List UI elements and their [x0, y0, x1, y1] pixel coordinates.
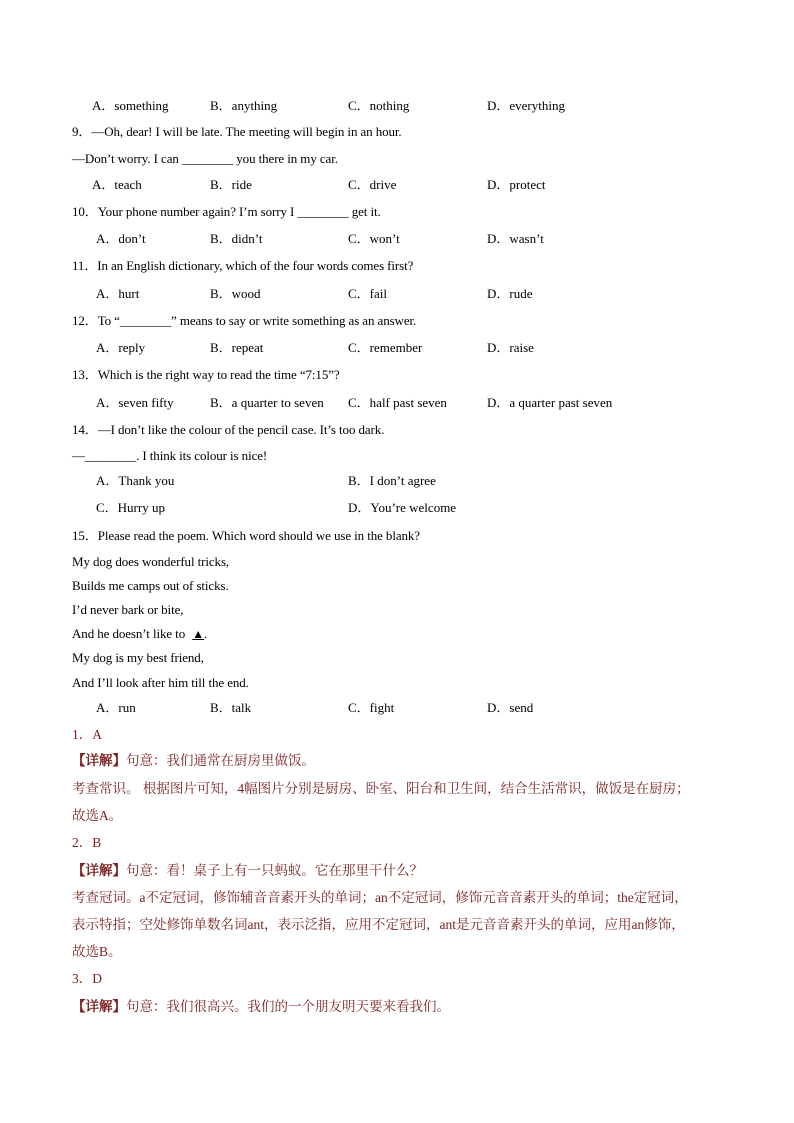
- q14-stem-line1: 14．—I don’t like the colour of the pencil case. It’s too dark.: [72, 422, 385, 437]
- q11-option-c: C．fail: [348, 286, 387, 301]
- answer-2: 2．B: [72, 835, 102, 850]
- q9-option-d: D．protect: [487, 177, 546, 192]
- q13-stem: 13．Which is the right way to read the time “7:15”?: [72, 367, 340, 382]
- poem-line-4-end: .: [204, 626, 208, 641]
- q15-option-a: A．run: [96, 700, 136, 715]
- q13-option-c: C．half past seven: [348, 395, 447, 410]
- poem-line-4-text: And he doesn’t like to: [72, 626, 189, 641]
- q9-option-b: B．ride: [210, 177, 252, 192]
- answer-3-sentence: 句意：我们很高兴。我们的一个朋友明天要来看我们。: [126, 999, 450, 1014]
- answer-1-explanation-line1: 考查常识。 根据图片可知，4幅图片分别是厨房、卧室、阳台和卫生间，结合生活常识，做饭是在厨房；: [72, 781, 690, 796]
- poem-line-4: [72, 625, 207, 643]
- q15-option-d: D．send: [487, 700, 534, 715]
- poem-line-6: And I’ll look after him till the end.: [72, 675, 249, 690]
- q10-option-a: A．don’t: [96, 231, 146, 246]
- q11-option-b: B．wood: [210, 286, 261, 301]
- q14-option-a: A．Thank you: [96, 473, 175, 488]
- answer-2-explanation-line2: 表示特指；空处修饰单数名词ant，表示泛指，应用不定冠词，ant是元音音素开头的单词，应用an修饰，: [72, 917, 685, 932]
- poem-line-1: My dog does wonderful tricks,: [72, 554, 230, 569]
- q12-option-d: D．raise: [487, 340, 534, 355]
- q11-stem: 11．In an English dictionary, which of the four words comes first?: [72, 258, 414, 273]
- q12-option-b: B．repeat: [210, 340, 264, 355]
- q8-option-a: A．something: [92, 98, 169, 113]
- answer-2-sentence: 句意：看！桌子上有一只蚂蚁。它在那里干什么？: [126, 863, 423, 878]
- answer-3: 3．D: [72, 971, 102, 986]
- q9-option-c: C．drive: [348, 177, 397, 192]
- q12-option-a: A．reply: [96, 340, 146, 355]
- q12-option-c: C．remember: [348, 340, 423, 355]
- q14-option-d: D．You’re welcome: [348, 500, 457, 515]
- answer-2-detail: [72, 862, 423, 880]
- q13-option-d: D．a quarter past seven: [487, 395, 613, 410]
- q8-option-b: B．anything: [210, 98, 278, 113]
- q14-option-b: B．I don’t agree: [348, 473, 436, 488]
- q12-stem: 12．To “________” means to say or write something as an answer.: [72, 313, 417, 328]
- q10-option-c: C．won’t: [348, 231, 400, 246]
- q14-stem-line2: —________. I think its colour is nice!: [72, 448, 268, 463]
- q15-option-b: B．talk: [210, 700, 252, 715]
- q9-option-a: A．teach: [92, 177, 142, 192]
- poem-line-3: I’d never bark or bite,: [72, 602, 184, 617]
- q15-stem: 15．Please read the poem. Which word should we use in the blank?: [72, 528, 420, 543]
- q10-option-b: B．didn’t: [210, 231, 263, 246]
- triangle-blank-icon: ▲: [192, 627, 205, 641]
- detail-mark: 【详解】: [72, 863, 126, 878]
- q9-stem-line1: 9．—Oh, dear! I will be late. The meeting will begin in an hour.: [72, 124, 402, 139]
- q8-option-c: C．nothing: [348, 98, 410, 113]
- q8-option-d: D．everything: [487, 98, 565, 113]
- q15-option-c: C．fight: [348, 700, 395, 715]
- q14-option-c: C．Hurry up: [96, 500, 165, 515]
- q11-option-d: D．rude: [487, 286, 533, 301]
- poem-line-2: Builds me camps out of sticks.: [72, 578, 229, 593]
- answer-1: 1．A: [72, 727, 102, 742]
- answer-1-explanation-line2: 故选A。: [72, 808, 123, 823]
- answer-2-explanation-line3: 故选B。: [72, 944, 122, 959]
- answer-2-explanation-line1: 考查冠词。a不定冠词，修饰辅音音素开头的单词；an不定冠词，修饰元音音素开头的单词；the定冠词，: [72, 890, 688, 905]
- q11-option-a: A．hurt: [96, 286, 140, 301]
- answer-1-sentence: 句意：我们通常在厨房里做饭。: [126, 753, 315, 768]
- answer-3-detail: [72, 998, 450, 1016]
- answer-1-detail: [72, 752, 315, 770]
- q13-option-a: A．seven fifty: [96, 395, 174, 410]
- detail-mark: 【详解】: [72, 999, 126, 1014]
- q13-option-b: B．a quarter to seven: [210, 395, 324, 410]
- q10-option-d: D．wasn’t: [487, 231, 544, 246]
- poem-line-5: My dog is my best friend,: [72, 650, 204, 665]
- q10-stem: 10．Your phone number again? I’m sorry I ________ get it.: [72, 204, 381, 219]
- q9-stem-line2: —Don’t worry. I can ________ you there in my car.: [72, 151, 338, 166]
- detail-mark: 【详解】: [72, 753, 126, 768]
